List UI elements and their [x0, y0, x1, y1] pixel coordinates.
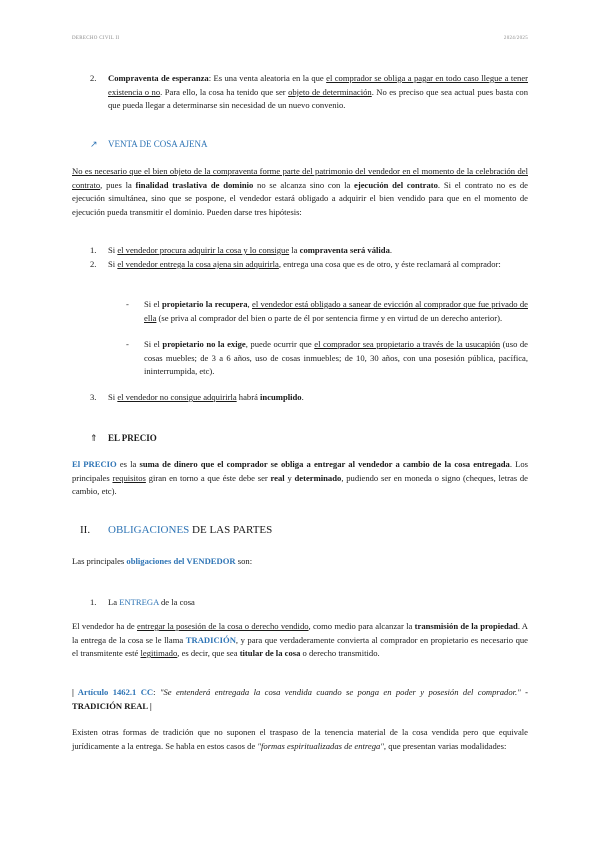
list-item: Si el vendedor no consigue adquirirla habrá incumplido. [108, 392, 304, 402]
section-heading-precio: EL PRECIO [108, 433, 157, 443]
list-item: Si el propietario la recupera, el vendedor está obligado a sanear de evicción al comprador que fue privado de ella (se priva al comprador del bien o parte de él por sentencia firme y en virtud de un derecho anterior). [144, 299, 528, 323]
paragraph-precio: El PRECIO es la suma de dinero que el comprador se obliga a entregar al vendedor a cambio de la cosa entregada. Los principales requisitos giran en torno a que éste debe ser real y determinado, pudiendo ser en moneda o signo (cheques, letras de cambio, etc). [72, 459, 529, 496]
section-heading-cosa-ajena: VENTA DE COSA AJENA [108, 139, 208, 149]
list-number: 1. [90, 597, 97, 607]
header-left: DERECHO CIVIL II [72, 36, 120, 41]
list-number: 1. [90, 245, 97, 255]
paragraph-cosa-ajena: No es necesario que el bien objeto de la compraventa forme parte del patrimonio del vendedor en el momento de la celebración del contrato, pues la finalidad traslativa de dominio no se alcanza sino con la ejecución del contrato. Si el contrato no es de ejecución simultánea, sino que se pospone, el vendedor estará obligado a adquirir el bien vendido para que en el momento de ejecución pueda transmitir el dominio. Pueden darse tres hipótesis: [72, 166, 528, 217]
paragraph-formas-tradicion: Existen otras formas de tradición que no suponen el traspaso de la tenencia material de la cosa vendida pero que equivale jurídicamente a la entrega. Se habla en estos casos de "formas espiritualizadas de entrega", que presentan varias modalidades: [72, 727, 528, 751]
paragraph-compraventa-esperanza: Compraventa de esperanza: Es una venta aleatoria en la que el comprador se obliga a pagar en todo caso llegue a tener existencia o no. Para ello, la cosa ha tenido que ser objeto de determinación. No es preciso que sea actual pues basta con que pueda llegar a determinarse sin necesidad de un nuevo convenio. [108, 73, 529, 110]
paragraph-intro: Las principales obligaciones del VENDEDOR son: [72, 556, 253, 566]
paragraph-entrega: El vendedor ha de entregar la posesión de la cosa o derecho vendido, como medio para alcanzar la transmisión de la propiedad. A la entrega de la cosa se le llama TRADICIÓN, y para que verdaderamente convierta al comprador en propietario es necesario que el transmitente esté legitimado, es decir, que sea titular de la cosa o derecho transmitido. [72, 621, 529, 658]
section-title: OBLIGACIONES DE LAS PARTES [108, 524, 273, 536]
list-number: 2. [90, 73, 97, 83]
paragraph-articulo: | Artículo 1462.1 CC: "Se entenderá entregada la cosa vendida cuando se ponga en poder y posesión del comprador." - TRADICIÓN REAL | [72, 687, 528, 711]
section-number: II. [80, 524, 91, 536]
header-right: 2024/2025 [503, 36, 528, 41]
list-dash: - [126, 299, 129, 309]
subheading-entrega: La ENTREGA de la cosa [108, 597, 195, 607]
list-number: 3. [90, 392, 97, 402]
list-item: Si el propietario no la exige, puede ocurrir que el comprador sea propietario a través de la usucapión (uso de cosas muebles; de 3 a 6 años, uso de cosas inmuebles; de 10, 30 años, con una posesión pública, pacífica, ininterrumpida, etc). [144, 339, 528, 376]
up-arrow-icon: ⇑ [90, 433, 98, 443]
list-number: 2. [90, 259, 97, 269]
arrow-icon: ↗ [90, 139, 98, 149]
list-item: Si el vendedor procura adquirir la cosa y lo consigue la compraventa será válida. [108, 245, 393, 255]
list-dash: - [126, 339, 129, 349]
list-item: Si el vendedor entrega la cosa ajena sin adquirirla, entrega una cosa que es de otro, y éste reclamará al comprador: [108, 259, 501, 269]
